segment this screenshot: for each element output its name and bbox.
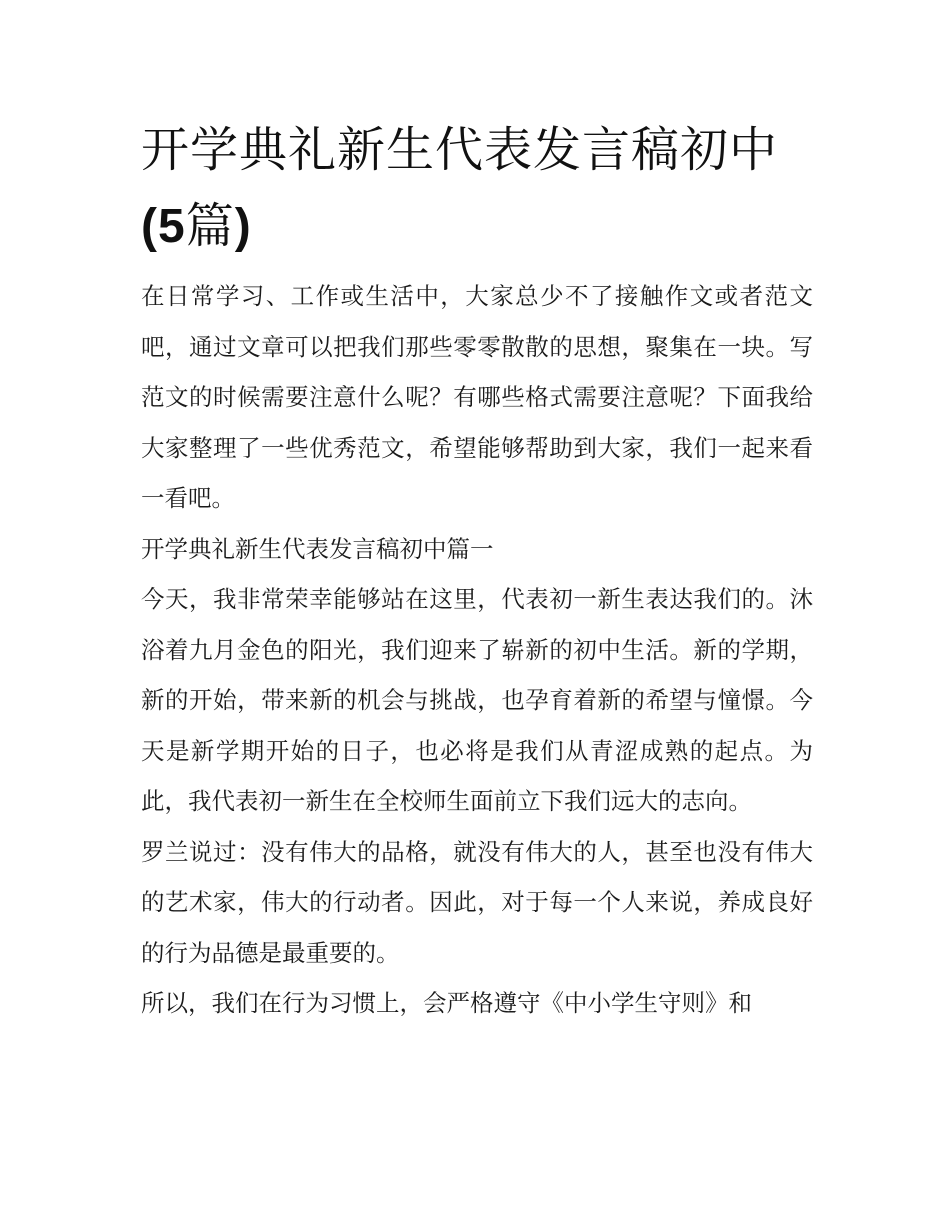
title-main: 开学典礼新生代表发言稿初中 — [141, 122, 779, 178]
speech-paragraph-1: 今天，我非常荣幸能够站在这里，代表初一新生表达我们的。沐浴着九月金色的阳光，我们迎来了崭新的初中生活。新的学期，新的开始，带来新的机会与挑战，也孕育着新的希望与憧憬。今天是新学期开始的日子，也必将是我们从青涩成熟的起点。为此，我代表初一新生在全校师生面前立下我们远大的志向。 — [141, 585, 813, 815]
title-unit: 篇 — [185, 198, 235, 254]
speech-paragraph-2: 罗兰说过：没有伟大的品格，就没有伟大的人，甚至也没有伟大的艺术家，伟大的行动者。因此，对于每一个人来说，养成良好的行为品德是最重要的。 — [141, 837, 813, 967]
intro-paragraph: 在日常学习、工作或生活中，大家总少不了接触作文或者范文吧，通过文章可以把我们那些零零散散的思想，聚集在一块。写范文的时候需要注意什么呢？有哪些格式需要注意呢？下面我给大家整理了一些优秀范文，希望能够帮助到大家，我们一起来看一看吧。 — [141, 282, 813, 512]
title-count: (5 — [141, 200, 186, 253]
document-body — [141, 271, 813, 1029]
document-title — [141, 112, 813, 265]
section-heading: 开学典礼新生代表发言稿初中篇一 — [141, 534, 494, 563]
speech-paragraph-3: 所以，我们在行为习惯上，会严格遵守《中小学生守则》和 — [141, 989, 752, 1017]
title-close: ) — [234, 200, 252, 253]
document-content — [141, 112, 813, 1029]
